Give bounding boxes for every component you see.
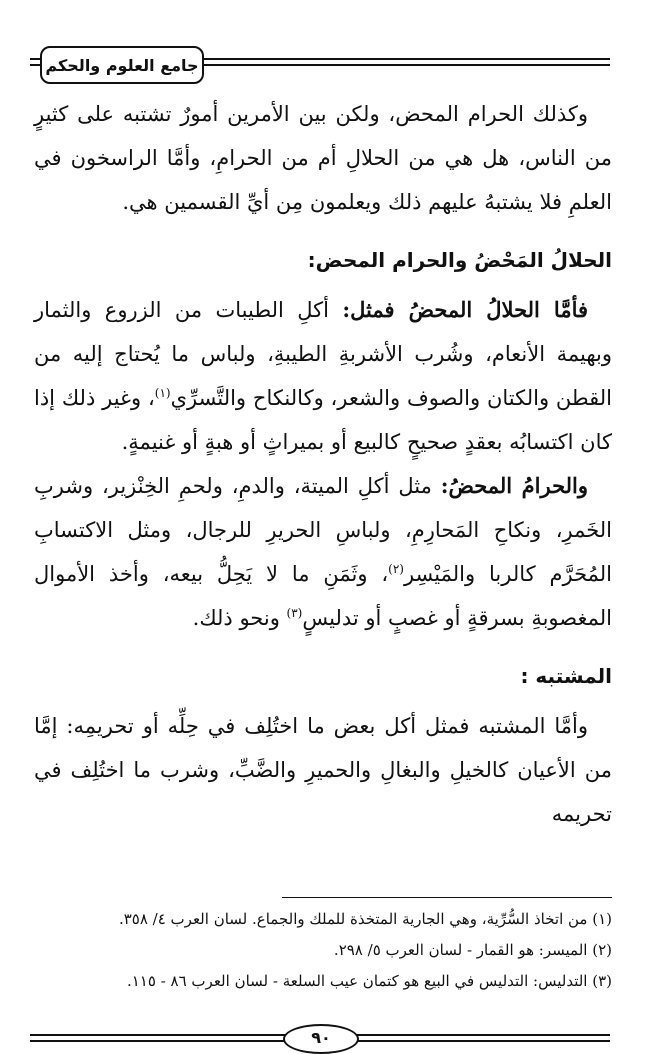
footnotes	[34, 904, 612, 997]
paragraph-text: ، وغير ذلك إذا كان اكتسابُه بعقدٍ صحيحٍ كالبيع أو بميراثٍ أو هبةٍ أو غنيمةٍ.	[34, 386, 612, 454]
section-heading-doubtful: المشتبه :	[520, 664, 612, 688]
paragraph-intro: وكذلك الحرام المحض، ولكن بين الأمرين أمورٌ تشتبه على كثيرٍ من الناس، هل هي من الحلالِ أم من الحرامِ، وأمَّا الراسخون في العلمِ فلا يشتبهُ عليهم ذلك ويعلمون مِن أيِّ القسمين هي.	[34, 102, 612, 214]
paragraph-doubtful: وأمَّا المشتبه فمثل أكل بعض ما اختُلِف في حِلِّه أو تحريمِه: إمَّا من الأعيان كالخيلِ والبغالِ والحميرِ والضَّبِّ، وشرب ما اختُلِف في تحريمه	[34, 714, 612, 826]
footnote-ref-1[interactable]: (١)	[154, 386, 171, 400]
paragraph-text: ، وثَمَنِ ما لا يَحِلُّ بيعه، وأخذ الأموال المغصوبةِ بسرقةٍ أو غصبٍ أو تدليسٍ	[34, 562, 612, 630]
paragraph-lead: والحرامُ المحضُ:	[440, 473, 588, 498]
section-heading-halal-haram: الحلالُ المَحْضُ والحرام المحض:	[307, 248, 612, 272]
paragraph-lead: فأمَّا الحلالُ المحضُ فمثل:	[342, 297, 589, 322]
footnote-ref-3[interactable]: (٣)	[286, 606, 303, 620]
paragraph-text: أكلِ الطيبات من الزروع والثمار وبهيمة الأنعام، وشُرب الأشربةِ الطيبةِ، ولباس ما يُحتاج إليه من القطن والكتان والصوف والشعر، وكالنكاح والتَّسرِّي	[34, 298, 612, 410]
footnote-2: (٢) الميسر: هو القمار - لسان العرب ٥/ ٢٩٨.	[333, 941, 612, 959]
page-number: ٩٠	[283, 1024, 359, 1054]
footnote-3: (٣) التدليس: التدليس في البيع هو كتمان عيب السلعة - لسان العرب ٨٦ - ١١٥.	[126, 972, 612, 990]
paragraph-pure-haram	[34, 464, 612, 640]
footnote-separator	[282, 897, 612, 898]
running-header-title: جامع العلوم والحكم	[40, 46, 204, 84]
paragraph-text: ونحو ذلك.	[192, 606, 287, 630]
paragraph-pure-halal	[34, 288, 612, 464]
paragraph-text: مثل أكلِ الميتة، والدمِ، ولحمِ الخِنْزير، وشربِ الخَمرِ، ونكاحِ المَحارِمِ، ولباسِ الحريرِ للرجال، ومثل الاكتسابِ المُحَرَّم كالربا والمَيْسِر	[34, 474, 612, 586]
footnote-1: (١) من اتخاذ السُّرِّية، وهي الجارية المتخذة للملك والجماع. لسان العرب ٤/ ٣٥٨.	[118, 910, 612, 928]
main-text	[34, 92, 612, 836]
footnote-ref-2[interactable]: (٢)	[388, 562, 404, 576]
